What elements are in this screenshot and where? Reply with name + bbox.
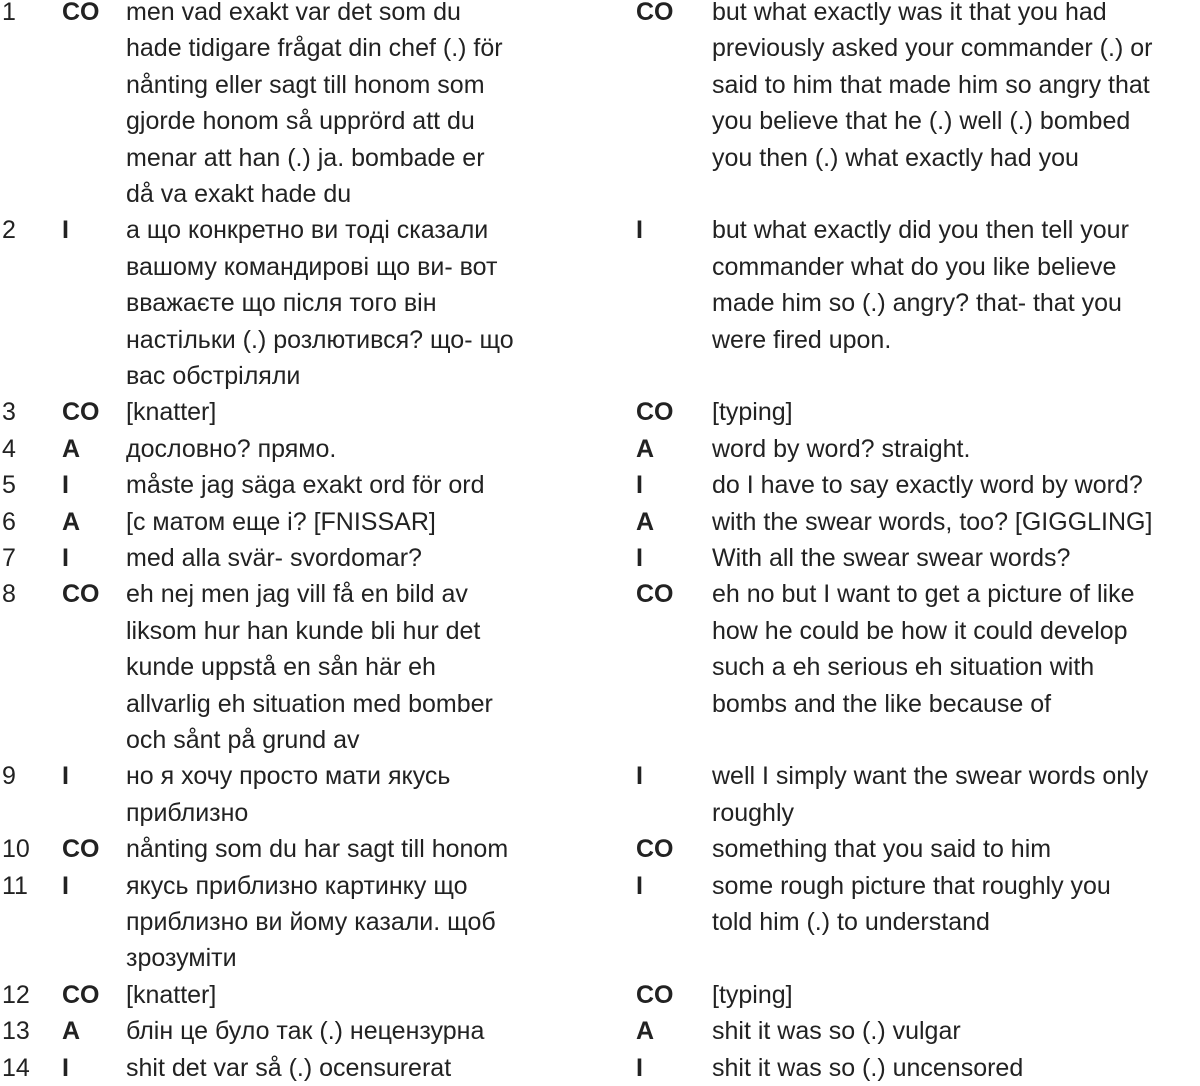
original-line: [с матом еще і? [FNISSAR] (126, 507, 436, 536)
translated-utterance (712, 431, 1200, 467)
original-line: вважаєте що після того він (126, 289, 437, 318)
original-utterance (126, 431, 596, 467)
turn-number: 12 (2, 980, 30, 1009)
translated-utterance (712, 394, 1200, 430)
speaker-label: A (62, 507, 81, 536)
translated-utterance (712, 1050, 1200, 1086)
speaker-label: I (62, 762, 69, 791)
translation-speaker-label: A (636, 1017, 655, 1046)
original-line: вашому командирові що ви- вот (126, 252, 498, 281)
translation-line: previously asked your commander (.) or (712, 34, 1153, 63)
translation-line: word by word? straight. (712, 434, 971, 463)
speaker-label: I (62, 871, 69, 900)
translation-line: told him (.) to understand (712, 908, 990, 936)
translation-line: you believe that he (.) well (.) bombed (712, 107, 1131, 136)
translation-speaker-label: I (636, 871, 643, 900)
original-utterance (126, 977, 596, 1013)
turn-number: 5 (2, 471, 16, 500)
translation-speaker-label: I (636, 471, 643, 500)
translation-line: how he could be how it could develop (712, 616, 1128, 645)
original-utterance (126, 1050, 596, 1086)
original-utterance (126, 758, 596, 831)
translation-line: [typing] (712, 980, 793, 1009)
turn-number: 10 (2, 835, 30, 864)
translated-utterance (712, 0, 1200, 176)
translation-speaker-label: I (636, 762, 643, 791)
translation-line: but what exactly was it that you had (712, 0, 1107, 26)
turn-number: 13 (2, 1017, 30, 1046)
translation-line: bombs and the like because of (712, 689, 1052, 718)
turn-number: 4 (2, 434, 16, 463)
speaker-label: CO (62, 580, 100, 609)
original-line: но я хочу просто мати якусь (126, 762, 451, 791)
translation-speaker-label: I (636, 544, 643, 572)
translated-utterance (712, 467, 1200, 503)
translation-line: with the swear words, too? [GIGGLING] (712, 507, 1153, 536)
translation-line: but what exactly did you then tell your (712, 216, 1129, 245)
original-line: [knatter] (126, 398, 217, 427)
turn-number: 2 (2, 216, 16, 245)
original-line: nånting eller sagt till honom som (126, 70, 485, 99)
original-utterance (126, 1013, 596, 1049)
original-utterance (126, 868, 596, 977)
original-line: eh nej men jag vill få en bild av (126, 580, 468, 609)
original-utterance (126, 394, 596, 430)
translation-line: With all the swear swear words? (712, 544, 1071, 572)
original-line: дословно? прямо. (126, 434, 337, 463)
original-line: вас обстріляли (126, 362, 301, 391)
translation-line: were fired upon. (712, 325, 892, 354)
translation-line: some rough picture that roughly you (712, 871, 1111, 900)
translation-line: [typing] (712, 398, 793, 427)
translated-utterance (712, 212, 1200, 358)
original-line: настільки (.) розлютився? що- що (126, 325, 514, 354)
translation-speaker-label: CO (636, 835, 674, 864)
original-line: men vad exakt var det som du (126, 0, 461, 26)
original-line: menar att han (.) ja. bombade er (126, 143, 485, 172)
translated-utterance (712, 977, 1200, 1013)
turn-number: 1 (2, 0, 16, 26)
turn-number: 11 (2, 871, 28, 900)
speaker-label: CO (62, 980, 100, 1009)
original-line: [knatter] (126, 980, 217, 1009)
original-line: shit det var så (.) ocensurerat (126, 1053, 452, 1082)
translation-line: made him so (.) angry? that- that you (712, 289, 1122, 318)
speaker-label: I (62, 544, 69, 572)
original-utterance (126, 831, 596, 867)
translation-line: roughly (712, 798, 794, 827)
original-utterance (126, 576, 596, 758)
translation-speaker-label: CO (636, 980, 674, 1009)
translation-speaker-label: A (636, 507, 655, 536)
translated-utterance (712, 504, 1200, 540)
speaker-label: A (62, 1017, 81, 1046)
speaker-label: CO (62, 835, 100, 864)
translated-utterance (712, 540, 1200, 576)
translation-speaker-label: CO (636, 580, 674, 609)
translation-speaker-label: I (636, 216, 643, 245)
original-line: och sånt på grund av (126, 726, 360, 755)
original-utterance (126, 467, 596, 503)
original-line: med alla svär- svordomar? (126, 544, 422, 572)
original-utterance (126, 540, 596, 576)
original-utterance (126, 0, 596, 212)
translation-line: commander what do you like believe (712, 252, 1117, 281)
original-line: hade tidigare frågat din chef (.) för (126, 34, 503, 63)
original-line: якусь приблизно картинку що (126, 871, 468, 900)
translation-line: something that you said to him (712, 835, 1052, 864)
translation-line: shit it was so (.) vulgar (712, 1017, 961, 1046)
original-line: måste jag säga exakt ord för ord (126, 471, 485, 500)
original-utterance (126, 212, 596, 394)
translation-speaker-label: A (636, 434, 655, 463)
translated-utterance (712, 868, 1200, 941)
original-line: kunde uppstå en sån här eh (126, 653, 436, 682)
speaker-label: CO (62, 0, 100, 26)
translation-line: eh no but I want to get a picture of like (712, 580, 1135, 609)
translated-utterance (712, 1013, 1200, 1049)
translation-speaker-label: CO (636, 0, 674, 26)
turn-number: 9 (2, 762, 16, 791)
turn-number: 7 (2, 544, 16, 572)
turn-number: 8 (2, 580, 16, 609)
original-line: liksom hur han kunde bli hur det (126, 616, 481, 645)
translation-line: said to him that made him so angry that (712, 70, 1150, 99)
speaker-label: I (62, 216, 69, 245)
translation-line: shit it was so (.) uncensored (712, 1053, 1024, 1082)
translated-utterance (712, 758, 1200, 831)
translation-speaker-label: I (636, 1053, 643, 1082)
speaker-label: CO (62, 398, 100, 427)
speaker-label: I (62, 1053, 69, 1082)
translated-utterance (712, 831, 1200, 867)
original-line: приблизно (126, 798, 249, 827)
translated-utterance (712, 576, 1200, 722)
original-line: зрозуміти (126, 944, 237, 973)
speaker-label: A (62, 434, 81, 463)
turn-number: 14 (2, 1053, 30, 1082)
translation-line: do I have to say exactly word by word? (712, 471, 1143, 500)
original-line: а що конкретно ви тоді сказали (126, 216, 489, 245)
translation-line: such a eh serious eh situation with (712, 653, 1095, 682)
translation-line: well I simply want the swear words only (712, 762, 1149, 791)
speaker-label: I (62, 471, 69, 500)
original-line: приблизно ви йому казали. щоб (126, 908, 496, 936)
original-line: gjorde honom så upprörd att du (126, 107, 475, 136)
original-line: allvarlig eh situation med bomber (126, 689, 493, 718)
turn-number: 3 (2, 398, 16, 427)
translation-speaker-label: CO (636, 398, 674, 427)
turn-number: 6 (2, 507, 16, 536)
translation-line: you then (.) what exactly had you (712, 143, 1079, 172)
original-line: блін це було так (.) нецензурна (126, 1017, 485, 1046)
original-line: nånting som du har sagt till honom (126, 835, 509, 864)
original-line: då va exakt hade du (126, 180, 352, 209)
original-utterance (126, 504, 596, 540)
